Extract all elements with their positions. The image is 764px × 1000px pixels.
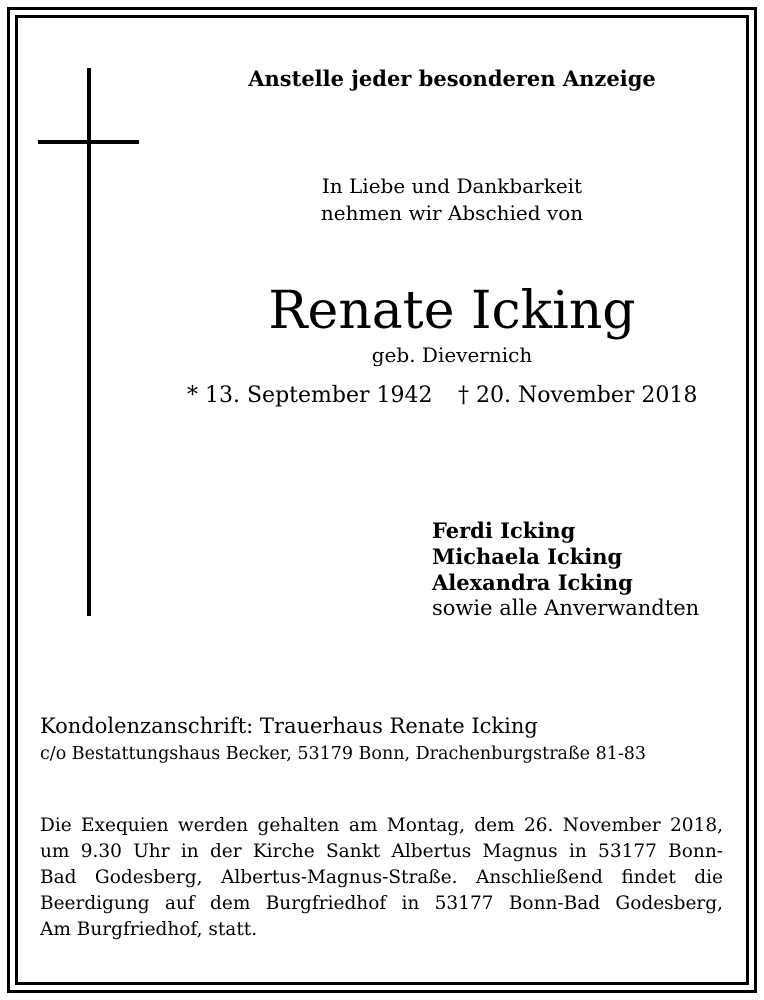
notice-heading: Anstelle jeder besonderen Anzeige [248,66,656,91]
funeral-line: Beerdigung auf dem Burgfriedhof in 53177 Bonn-Bad Godesberg, [40,893,723,914]
intro-line-2: nehmen wir Abschied von [320,201,584,225]
family-member: Alexandra Icking [432,570,633,595]
birth-date: * 13. September 1942 [187,383,433,408]
death-date: † 20. November 2018 [458,383,698,408]
family-member: Ferdi Icking [432,518,576,543]
cross-horizontal-bar [38,140,139,144]
condolence-title: Kondolenzanschrift: Trauerhaus Renate Icking [40,714,538,738]
deceased-name: Renate Icking [268,281,636,341]
condolence-address: c/o Bestattungshaus Becker, 53179 Bonn, Drachenburgstraße 81-83 [40,744,647,764]
funeral-paragraph [40,813,723,943]
family-member: Michaela Icking [432,544,623,569]
funeral-line: Am Burgfriedhof, statt. [40,919,258,940]
cross-vertical-bar [87,68,91,616]
funeral-line: Bad Godesberg, Albertus-Magnus-Straße. Anschließend findet die [40,867,723,888]
birth-name: geb. Dievernich [371,343,533,367]
relatives-line: sowie alle Anverwandten [432,596,700,620]
funeral-line: um 9.30 Uhr in der Kirche Sankt Albertus Magnus in 53177 Bonn- [40,841,723,862]
funeral-line: Die Exequien werden gehalten am Montag, dem 26. November 2018, [40,815,723,836]
intro-line-1: In Liebe und Dankbarkeit [321,174,583,198]
